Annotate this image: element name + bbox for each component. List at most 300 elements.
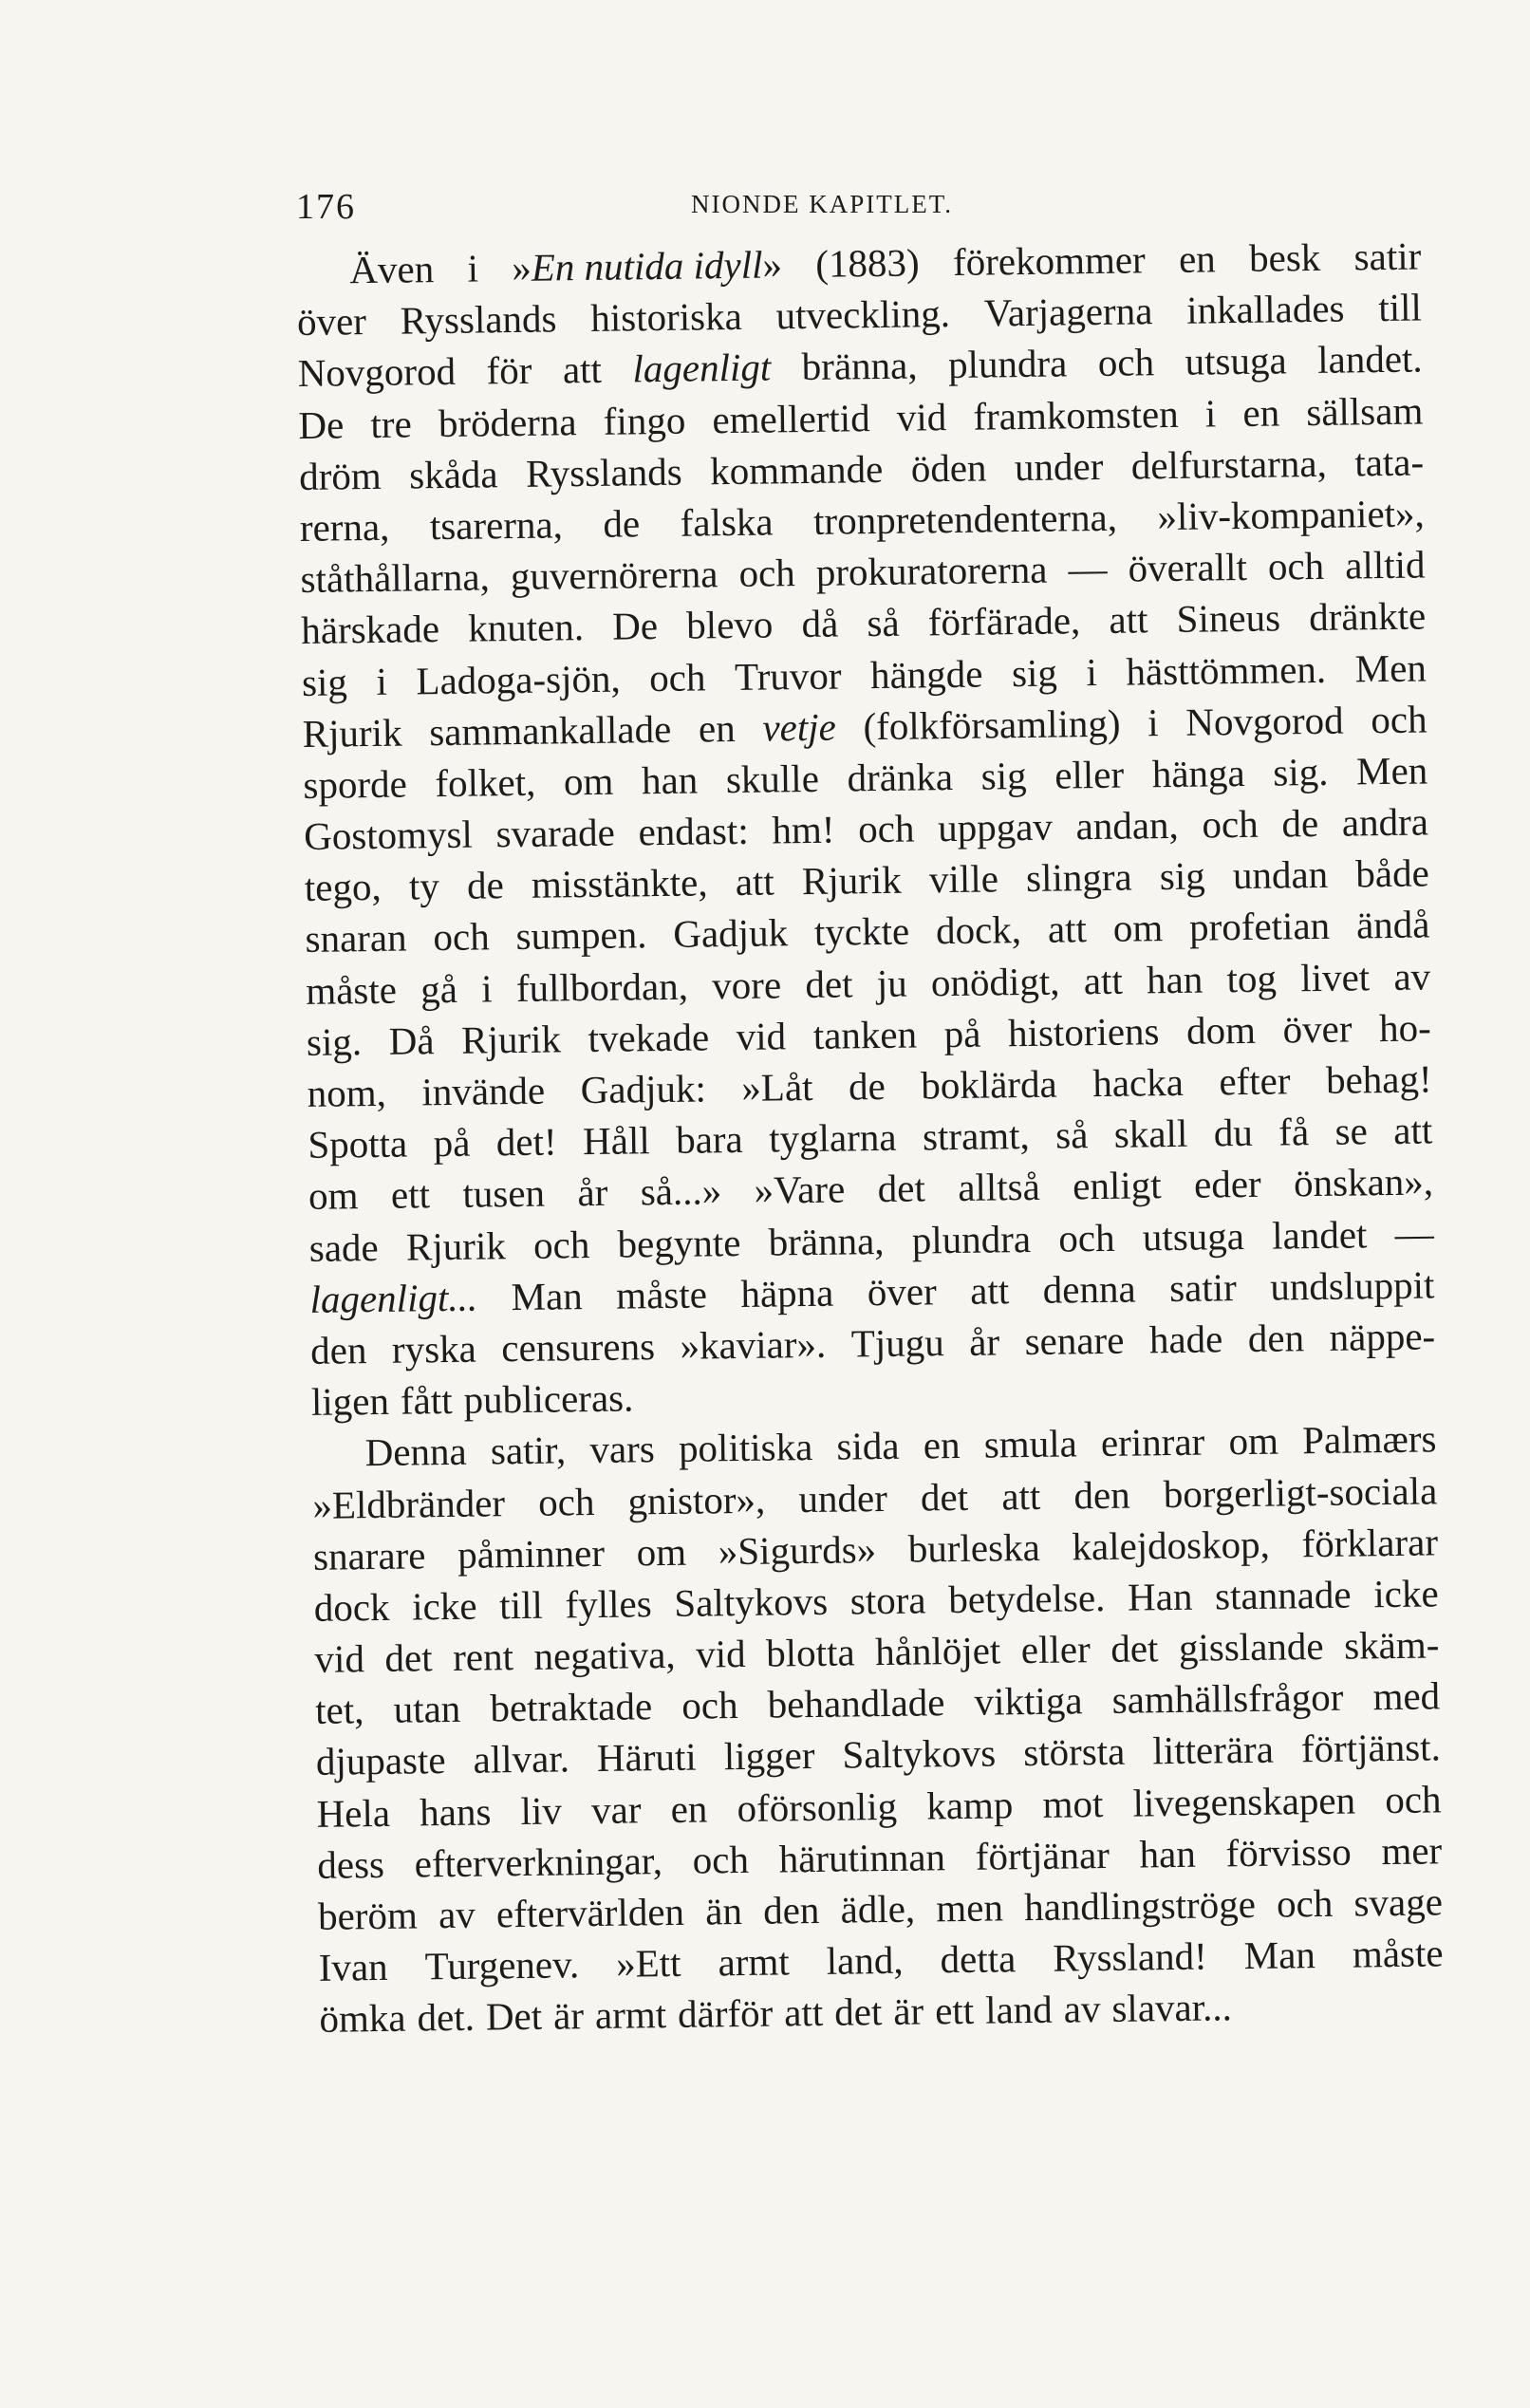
word: ho- bbox=[1378, 1005, 1432, 1050]
word: då bbox=[801, 601, 839, 646]
word: att bbox=[969, 1268, 1010, 1313]
word: den bbox=[1247, 1316, 1305, 1360]
word: De bbox=[298, 401, 345, 447]
word: och bbox=[1276, 1880, 1334, 1926]
word: det bbox=[833, 1989, 883, 2035]
word: de bbox=[1281, 801, 1319, 846]
word: andan, bbox=[1075, 802, 1180, 849]
word: landet. bbox=[1316, 336, 1423, 383]
word: smula bbox=[983, 1421, 1078, 1466]
word: »Vare bbox=[754, 1167, 846, 1213]
word: en bbox=[670, 1786, 708, 1831]
word: tyckte bbox=[813, 909, 910, 955]
word: hånlöjet bbox=[874, 1628, 1001, 1674]
word: hänga bbox=[1151, 750, 1245, 796]
word: stramt, bbox=[922, 1113, 1031, 1159]
word: Turgenev. bbox=[424, 1942, 580, 1988]
word: framkomsten bbox=[973, 391, 1179, 439]
word: sida bbox=[836, 1424, 900, 1468]
word: ändå bbox=[1355, 902, 1430, 947]
word: Rjurik bbox=[460, 1017, 562, 1062]
word: bränna, bbox=[768, 1218, 885, 1264]
word: erinrar bbox=[1100, 1419, 1205, 1465]
body-text bbox=[296, 230, 1445, 2044]
word: det bbox=[805, 961, 853, 1006]
word: eftervärlden bbox=[495, 1889, 685, 1936]
word: och bbox=[681, 1683, 738, 1728]
word: och bbox=[1267, 543, 1325, 588]
word: om bbox=[308, 1173, 359, 1219]
word: så bbox=[867, 601, 900, 645]
word: Palmærs bbox=[1301, 1416, 1437, 1463]
word: ligger bbox=[723, 1733, 815, 1779]
word: viktiga bbox=[974, 1678, 1083, 1725]
word: utsuga bbox=[1142, 1213, 1245, 1259]
word: en bbox=[698, 705, 736, 751]
word: undsluppit bbox=[1269, 1262, 1435, 1309]
word: det bbox=[920, 1474, 969, 1519]
word: tronpretendenterna, bbox=[812, 495, 1118, 543]
word: hängde bbox=[869, 651, 983, 697]
word: beröm bbox=[317, 1893, 419, 1938]
word: ömka bbox=[319, 1996, 406, 2042]
word: Rjurik bbox=[405, 1223, 507, 1269]
word: en bbox=[1242, 390, 1280, 435]
word: Ivan bbox=[318, 1945, 388, 1990]
word: i bbox=[1086, 649, 1098, 694]
word: dess bbox=[317, 1841, 385, 1887]
word: Gadjuk bbox=[673, 910, 789, 957]
word: att bbox=[1083, 958, 1124, 1002]
word: kamp bbox=[925, 1782, 1014, 1828]
word: sig bbox=[1159, 853, 1206, 899]
word: överallt bbox=[1128, 545, 1248, 590]
word: borgerligt-sociala bbox=[1163, 1467, 1438, 1516]
word: rent bbox=[452, 1634, 514, 1680]
word: blotta bbox=[765, 1630, 855, 1675]
word: förvisso bbox=[1225, 1829, 1352, 1876]
word: Novgorod bbox=[297, 349, 457, 396]
word: inkallades bbox=[1185, 286, 1345, 332]
word: år bbox=[577, 1170, 608, 1215]
word: till bbox=[1378, 285, 1423, 330]
word: »Eldbränder bbox=[312, 1480, 506, 1527]
word: (folkförsamling) bbox=[863, 700, 1121, 748]
word: tsarerna, bbox=[429, 502, 564, 549]
word: nom, bbox=[307, 1070, 387, 1115]
word: folket, bbox=[435, 759, 536, 806]
word: snarare bbox=[312, 1533, 426, 1578]
word: plundra bbox=[911, 1216, 1032, 1262]
word: påminner bbox=[457, 1530, 606, 1577]
word: litterära bbox=[1152, 1727, 1275, 1773]
word: vid bbox=[736, 1014, 787, 1058]
word: samhällsfrågor bbox=[1111, 1674, 1344, 1723]
word: Häruti bbox=[596, 1735, 698, 1781]
word: ädle, bbox=[840, 1886, 916, 1932]
word: begynte bbox=[617, 1220, 741, 1266]
word: profetian bbox=[1188, 904, 1331, 950]
word: liv bbox=[520, 1788, 563, 1833]
word: och bbox=[532, 1222, 590, 1267]
word: kommande bbox=[709, 446, 884, 494]
word: till bbox=[498, 1582, 544, 1628]
word: slavar... bbox=[1111, 1985, 1233, 2031]
word: dränkte bbox=[1308, 593, 1427, 640]
word: skåda bbox=[408, 451, 498, 497]
word: Men bbox=[1354, 644, 1427, 690]
word: om bbox=[1228, 1418, 1279, 1464]
word: Han bbox=[1127, 1574, 1193, 1619]
word: förfärade, bbox=[927, 598, 1081, 644]
word: tanken bbox=[812, 1012, 918, 1057]
word: det! bbox=[495, 1119, 557, 1165]
word: över bbox=[1282, 1006, 1353, 1052]
word: Ladoga-sjön, bbox=[416, 656, 621, 702]
word: Tjugu bbox=[850, 1320, 945, 1366]
word: vetje bbox=[762, 704, 837, 750]
word: förekommer bbox=[952, 237, 1146, 284]
word: stannade bbox=[1214, 1572, 1352, 1618]
word: endast: bbox=[638, 808, 749, 854]
word: fingo bbox=[603, 398, 686, 443]
word: ett bbox=[390, 1172, 431, 1218]
word: slingra bbox=[1025, 854, 1132, 901]
word: hans bbox=[419, 1789, 492, 1835]
word: sig. bbox=[306, 1018, 363, 1064]
word: den bbox=[309, 1328, 367, 1372]
word: skäm- bbox=[1343, 1622, 1440, 1668]
word: blevo bbox=[685, 602, 774, 647]
word: i bbox=[467, 246, 479, 290]
word: av bbox=[1393, 954, 1431, 999]
word: om bbox=[1112, 905, 1164, 951]
word: tvekade bbox=[588, 1015, 710, 1060]
word: i bbox=[1147, 700, 1159, 744]
word: förtjänst. bbox=[1300, 1725, 1442, 1771]
word: det bbox=[1110, 1626, 1159, 1671]
word: Man bbox=[1243, 1932, 1316, 1978]
word: öden bbox=[910, 445, 987, 491]
word: och bbox=[537, 1479, 595, 1524]
word: tego, bbox=[304, 865, 382, 910]
word: sällsam bbox=[1306, 388, 1424, 434]
word: Rjurik bbox=[801, 857, 903, 904]
word: alltid bbox=[1344, 542, 1426, 588]
word: och bbox=[1371, 697, 1427, 741]
word: fullbordan, bbox=[515, 963, 689, 1010]
word: måste bbox=[615, 1272, 708, 1317]
word: censurens bbox=[501, 1324, 656, 1371]
word: tre bbox=[370, 401, 413, 446]
word: och bbox=[1097, 340, 1155, 385]
word: tata- bbox=[1353, 439, 1425, 485]
word: vars bbox=[589, 1427, 656, 1472]
word: Gostomysl bbox=[303, 812, 474, 859]
word: och bbox=[1384, 1776, 1442, 1821]
word: med bbox=[1372, 1673, 1441, 1719]
word: utan bbox=[393, 1687, 461, 1732]
word: han bbox=[641, 757, 699, 803]
word: på bbox=[943, 1011, 981, 1055]
word: skulle bbox=[725, 756, 820, 801]
paragraph-1 bbox=[296, 230, 1436, 1428]
word: Varjagerna bbox=[983, 289, 1153, 335]
word: måste bbox=[305, 967, 398, 1013]
word: behandlade bbox=[767, 1680, 945, 1727]
word: fått bbox=[400, 1378, 453, 1423]
word: »Låt bbox=[741, 1064, 813, 1110]
word: och bbox=[738, 551, 796, 596]
word: se bbox=[1334, 1109, 1369, 1153]
word: sig bbox=[1011, 650, 1058, 695]
word: svage bbox=[1353, 1879, 1444, 1925]
word: senare bbox=[1024, 1317, 1125, 1363]
word: efterverkningar, bbox=[414, 1838, 663, 1886]
word: Sineus bbox=[1176, 595, 1281, 642]
word: ville bbox=[928, 856, 999, 902]
word: det bbox=[877, 1166, 926, 1211]
word: han bbox=[1146, 957, 1203, 1001]
word: svarade bbox=[495, 810, 616, 856]
word: gisslande bbox=[1178, 1624, 1324, 1671]
word: Denna bbox=[364, 1429, 467, 1475]
word: dock, bbox=[935, 907, 1022, 953]
word: vid bbox=[314, 1636, 365, 1681]
word: historiska bbox=[590, 294, 743, 341]
word: historiens bbox=[1007, 1008, 1160, 1055]
word: och bbox=[692, 1837, 750, 1882]
word: på bbox=[433, 1120, 471, 1166]
word: enligt bbox=[1072, 1163, 1162, 1208]
word: en bbox=[923, 1423, 961, 1467]
word: få bbox=[1278, 1110, 1310, 1154]
word: djupaste bbox=[315, 1738, 446, 1784]
word: misstänkte, bbox=[531, 860, 708, 907]
word: uppgav bbox=[937, 804, 1054, 850]
paragraph-2 bbox=[311, 1413, 1444, 2045]
word: burleska bbox=[907, 1524, 1041, 1571]
word: falska bbox=[680, 499, 774, 545]
word: Rysslands bbox=[400, 296, 557, 343]
word: politiska bbox=[678, 1425, 813, 1471]
word: hästtömmen. bbox=[1126, 646, 1327, 694]
word: besk bbox=[1248, 234, 1321, 280]
word: och bbox=[1202, 801, 1259, 847]
word: ryska bbox=[391, 1326, 477, 1372]
word: denna bbox=[1042, 1266, 1136, 1312]
word: gnistor», bbox=[627, 1477, 766, 1523]
word: vore bbox=[711, 962, 782, 1007]
word: tusen bbox=[462, 1171, 546, 1217]
word: de bbox=[848, 1063, 886, 1109]
word: år bbox=[968, 1319, 1000, 1364]
word: att bbox=[1109, 597, 1148, 643]
word: det bbox=[384, 1635, 433, 1680]
word: satir bbox=[1353, 233, 1422, 279]
word: »Ett bbox=[615, 1941, 681, 1986]
word: att bbox=[562, 347, 603, 392]
word: i bbox=[480, 965, 493, 1011]
word: tet, bbox=[314, 1688, 364, 1733]
word: härutinnan bbox=[778, 1835, 946, 1881]
word: sporde bbox=[303, 761, 408, 807]
word: Man bbox=[511, 1273, 584, 1318]
word: icke bbox=[411, 1583, 477, 1629]
word: Truvor bbox=[734, 653, 842, 699]
word: gå bbox=[420, 966, 458, 1011]
word: »Sigurds» bbox=[718, 1526, 877, 1573]
word: icke bbox=[1372, 1571, 1439, 1616]
word: så...» bbox=[640, 1168, 722, 1214]
word: var bbox=[590, 1787, 642, 1832]
word: den bbox=[762, 1887, 820, 1932]
word: under bbox=[1014, 443, 1104, 489]
word: för bbox=[486, 348, 532, 393]
word: Spotta bbox=[308, 1121, 408, 1167]
word: Håll bbox=[582, 1118, 650, 1164]
word: betraktade bbox=[490, 1684, 653, 1730]
word: i bbox=[376, 659, 388, 703]
word: fylles bbox=[565, 1581, 652, 1627]
word: ju bbox=[876, 961, 907, 1005]
word: förklarar bbox=[1301, 1520, 1439, 1565]
word: och bbox=[433, 914, 490, 960]
word: ett bbox=[934, 1988, 975, 2033]
word: du bbox=[1213, 1111, 1254, 1155]
word: sig bbox=[301, 659, 348, 704]
word: invände bbox=[421, 1068, 546, 1114]
word: Hela bbox=[316, 1790, 391, 1836]
word: han bbox=[1139, 1831, 1197, 1876]
word: häpna bbox=[740, 1270, 834, 1316]
word: livegenskapen bbox=[1132, 1778, 1356, 1825]
word: förtjänar bbox=[975, 1832, 1110, 1878]
word: undan bbox=[1232, 852, 1329, 898]
word: och bbox=[648, 654, 706, 700]
word: alltså bbox=[957, 1165, 1041, 1210]
word: mer bbox=[1381, 1828, 1443, 1873]
word: och bbox=[857, 806, 915, 851]
word: Gadjuk: bbox=[580, 1066, 707, 1112]
word: — bbox=[1068, 546, 1108, 591]
word: negativa, bbox=[533, 1632, 676, 1678]
word: dock bbox=[313, 1584, 390, 1630]
word: livet bbox=[1299, 954, 1371, 999]
word: land, bbox=[826, 1937, 904, 1984]
word: onödigt, bbox=[930, 959, 1060, 1004]
word: publiceras. bbox=[463, 1375, 634, 1422]
word: i bbox=[1204, 390, 1217, 436]
word: »kaviar». bbox=[680, 1321, 827, 1368]
word: att bbox=[1000, 1473, 1041, 1518]
word: ligen bbox=[310, 1378, 390, 1425]
word: sade bbox=[308, 1224, 379, 1270]
word: önskan», bbox=[1293, 1159, 1434, 1205]
word: av bbox=[1063, 1987, 1101, 2031]
word: att bbox=[783, 1990, 824, 2035]
word: både bbox=[1355, 850, 1430, 896]
word: stora bbox=[849, 1577, 926, 1623]
word: men bbox=[936, 1885, 1004, 1931]
word: av bbox=[438, 1892, 476, 1937]
word: bränna, bbox=[801, 343, 918, 389]
word: tyglarna bbox=[768, 1114, 897, 1161]
word: utsuga bbox=[1185, 338, 1287, 384]
word: bara bbox=[675, 1117, 744, 1163]
word: oförsonlig bbox=[737, 1783, 898, 1830]
word: den bbox=[1073, 1472, 1130, 1517]
word: Saltykovs bbox=[674, 1578, 829, 1625]
word: hacka bbox=[1092, 1059, 1185, 1106]
word: armt bbox=[594, 1992, 667, 2038]
word: är bbox=[552, 1993, 585, 2038]
word: om bbox=[636, 1529, 687, 1575]
word: plundra bbox=[947, 341, 1068, 387]
word: så bbox=[1054, 1112, 1089, 1157]
word: handlingströge bbox=[1023, 1881, 1257, 1930]
word: eller bbox=[1054, 752, 1125, 797]
word: sammankallade bbox=[428, 706, 672, 754]
word: — bbox=[1394, 1210, 1434, 1256]
word: land bbox=[984, 1988, 1054, 2033]
word: Men bbox=[1355, 748, 1428, 793]
word: om bbox=[563, 758, 614, 804]
word: Rysslands bbox=[525, 449, 682, 495]
word: dom bbox=[1185, 1007, 1257, 1053]
word: dröm bbox=[298, 453, 382, 498]
word: största bbox=[1022, 1729, 1126, 1775]
word: ståthållarna, bbox=[300, 554, 491, 602]
word: över bbox=[867, 1269, 937, 1314]
word: skall bbox=[1113, 1111, 1188, 1156]
running-head: NIONDE KAPITLET. bbox=[691, 190, 953, 218]
word: än bbox=[704, 1889, 743, 1933]
word: vid bbox=[896, 394, 947, 439]
word: efter bbox=[1219, 1058, 1291, 1104]
word: näppe- bbox=[1329, 1314, 1436, 1359]
word: en bbox=[1178, 236, 1217, 281]
word: över bbox=[296, 299, 367, 345]
word: boklärda bbox=[920, 1061, 1058, 1108]
word: kalejdoskop, bbox=[1072, 1521, 1271, 1569]
word: eder bbox=[1193, 1162, 1261, 1207]
word: det. bbox=[417, 1995, 476, 2040]
word: och bbox=[1058, 1215, 1115, 1260]
word: hm! bbox=[772, 807, 835, 852]
word: satir, bbox=[490, 1428, 567, 1473]
word: under bbox=[798, 1475, 888, 1521]
word: är bbox=[893, 1988, 924, 2034]
word: därför bbox=[677, 1990, 774, 2037]
word: Ryssland! bbox=[1053, 1933, 1207, 1980]
word: satir bbox=[1168, 1264, 1238, 1310]
word: Då bbox=[388, 1017, 435, 1063]
word: guvernörerna bbox=[510, 551, 718, 599]
word: »En nutida idyll» bbox=[512, 242, 783, 290]
word: Rjurik bbox=[302, 710, 402, 756]
word: mot bbox=[1042, 1781, 1104, 1826]
word: lagenligt... bbox=[309, 1275, 478, 1321]
word: delfurstarna, bbox=[1130, 440, 1328, 488]
word: detta bbox=[940, 1936, 1017, 1982]
word: sumpen. bbox=[515, 912, 647, 959]
word: utveckling. bbox=[775, 291, 951, 338]
word: lagenligt bbox=[632, 345, 772, 391]
word: »liv-kompaniet», bbox=[1157, 491, 1426, 539]
word: bröderna bbox=[438, 399, 577, 445]
word: (1883) bbox=[815, 240, 920, 286]
